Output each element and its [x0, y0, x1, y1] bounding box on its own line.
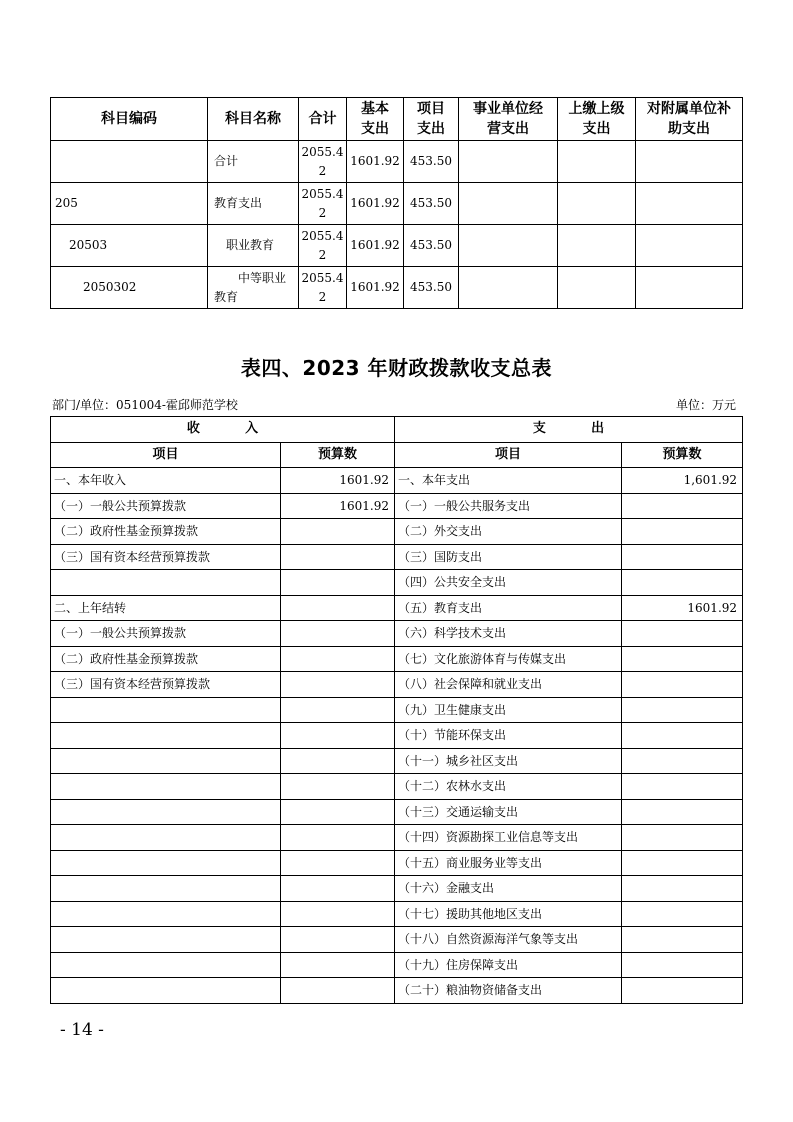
income-amount-cell	[281, 595, 395, 621]
income-item-cell: （二）政府性基金预算拨款	[51, 519, 281, 545]
table-row	[51, 621, 743, 647]
expense-amount-cell	[622, 799, 743, 825]
header-project	[404, 98, 459, 141]
expenditure-subject-table	[50, 97, 743, 309]
table-row	[51, 672, 743, 698]
expense-item-cell: 一、本年支出	[395, 468, 622, 494]
table-row	[51, 267, 743, 309]
table-row	[51, 183, 743, 225]
cell-total	[299, 267, 347, 309]
income-amount-cell	[281, 850, 395, 876]
table-row	[51, 774, 743, 800]
expense-item-cell: （十）节能环保支出	[395, 723, 622, 749]
income-amount-cell	[281, 774, 395, 800]
cell-total	[299, 141, 347, 183]
cell-code: 20503	[51, 225, 208, 267]
expense-item-cell: （九）卫生健康支出	[395, 697, 622, 723]
fiscal-summary-table	[50, 416, 743, 1004]
cell-basic	[347, 183, 404, 225]
expense-amount-cell	[622, 519, 743, 545]
expense-budget-header: 预算数	[622, 442, 743, 468]
income-item-cell: （三）国有资本经营预算拨款	[51, 672, 281, 698]
cell-subsidy	[636, 267, 743, 309]
header-upper	[558, 98, 636, 141]
header-subsidy-line1: 对附属单位补	[647, 101, 731, 117]
unit-label: 单位：万元	[675, 398, 736, 412]
cell-subsidy	[636, 183, 743, 225]
department-label: 部门/单位：051004-霍邱师范学校	[52, 398, 238, 412]
header-upper-line1: 上缴上级	[568, 101, 625, 117]
table-header-row	[51, 98, 743, 141]
expense-amount-cell	[622, 978, 743, 1004]
cell-project: 453.50	[404, 267, 459, 309]
income-amount-cell	[281, 799, 395, 825]
income-amount-cell	[281, 723, 395, 749]
cell-total-value: 2055.42	[301, 228, 344, 262]
expense-item-cell: （十七）援助其他地区支出	[395, 901, 622, 927]
header-project-line2: 支出	[417, 121, 445, 137]
cell-project: 453.50	[404, 225, 459, 267]
income-amount-cell	[281, 672, 395, 698]
expense-amount-cell: 1,601.92	[622, 468, 743, 494]
table-row	[51, 570, 743, 596]
expense-amount-cell	[622, 493, 743, 519]
expense-amount-cell	[622, 952, 743, 978]
expense-item-cell: （三）国防支出	[395, 544, 622, 570]
column-header-row	[51, 442, 743, 468]
table-row	[51, 519, 743, 545]
cell-basic	[347, 267, 404, 309]
income-amount-cell	[281, 697, 395, 723]
cell-code	[51, 141, 208, 183]
table-row	[51, 544, 743, 570]
income-amount-cell	[281, 748, 395, 774]
header-project-line1: 项目	[417, 101, 445, 117]
expense-amount-cell: 1601.92	[622, 595, 743, 621]
income-amount-cell	[281, 621, 395, 647]
expense-amount-cell	[622, 646, 743, 672]
table-row	[51, 876, 743, 902]
income-header: 收 入	[51, 417, 395, 443]
table-row	[51, 748, 743, 774]
table-row	[51, 646, 743, 672]
cell-total-value: 2055.42	[301, 270, 344, 304]
cell-code: 205	[51, 183, 208, 225]
cell-basic-value: 1601.92	[350, 280, 400, 294]
expense-item-cell: （六）科学技术支出	[395, 621, 622, 647]
income-item-cell	[51, 952, 281, 978]
income-item-cell: （二）政府性基金预算拨款	[51, 646, 281, 672]
table-row	[51, 141, 743, 183]
table-row	[51, 723, 743, 749]
cell-upper	[558, 267, 636, 309]
expense-amount-cell	[622, 697, 743, 723]
cell-project: 453.50	[404, 183, 459, 225]
income-amount-cell	[281, 978, 395, 1004]
expense-amount-cell	[622, 901, 743, 927]
cell-total-value: 2055.42	[301, 186, 344, 220]
expense-amount-cell	[622, 723, 743, 749]
income-amount-cell	[281, 876, 395, 902]
expense-amount-cell	[622, 774, 743, 800]
header-total: 合计	[299, 98, 347, 141]
cell-subsidy	[636, 141, 743, 183]
expense-item-cell: （二）外交支出	[395, 519, 622, 545]
cell-business	[459, 267, 558, 309]
page-number: - 14 -	[60, 1020, 104, 1040]
header-name: 科目名称	[208, 98, 299, 141]
income-amount-cell	[281, 646, 395, 672]
cell-upper	[558, 225, 636, 267]
table-row	[51, 493, 743, 519]
expense-item-cell: （四）公共安全支出	[395, 570, 622, 596]
income-amount-cell	[281, 927, 395, 953]
income-item-cell	[51, 901, 281, 927]
income-item-cell	[51, 850, 281, 876]
income-amount-cell: 1601.92	[281, 468, 395, 494]
income-item-cell	[51, 927, 281, 953]
cell-business	[459, 141, 558, 183]
income-item-cell	[51, 825, 281, 851]
header-basic	[347, 98, 404, 141]
expense-amount-cell	[622, 876, 743, 902]
cell-name: 合计	[208, 141, 299, 183]
income-amount-cell	[281, 519, 395, 545]
income-budget-header: 预算数	[281, 442, 395, 468]
header-business-line2: 营支出	[487, 121, 529, 137]
expense-item-cell: （十五）商业服务业等支出	[395, 850, 622, 876]
cell-code: 2050302	[51, 267, 208, 309]
table-row	[51, 901, 743, 927]
income-item-cell: （一）一般公共预算拨款	[51, 493, 281, 519]
cell-total-value: 2055.42	[301, 144, 344, 178]
header-subsidy	[636, 98, 743, 141]
expense-header: 支 出	[395, 417, 743, 443]
header-upper-line2: 支出	[582, 121, 611, 137]
expense-item-cell: （十二）农林水支出	[395, 774, 622, 800]
income-item-cell	[51, 748, 281, 774]
cell-upper	[558, 141, 636, 183]
cell-project: 453.50	[404, 141, 459, 183]
income-item-cell	[51, 697, 281, 723]
expense-amount-cell	[622, 672, 743, 698]
cell-basic-value: 1601.92	[350, 238, 400, 252]
expense-item-header: 项目	[395, 442, 622, 468]
income-item-cell	[51, 774, 281, 800]
table-title: 表四、2023 年财政拨款收支总表	[240, 356, 553, 380]
expense-amount-cell	[622, 850, 743, 876]
cell-name: 职业教育	[208, 225, 299, 267]
cell-total	[299, 183, 347, 225]
cell-upper	[558, 183, 636, 225]
cell-basic-value: 1601.92	[350, 196, 400, 210]
expense-item-cell: （十四）资源勘探工业信息等支出	[395, 825, 622, 851]
expense-item-cell: （一）一般公共服务支出	[395, 493, 622, 519]
table-row	[51, 225, 743, 267]
income-item-cell: 一、本年收入	[51, 468, 281, 494]
expense-item-cell: （十三）交通运输支出	[395, 799, 622, 825]
expense-item-cell: （八）社会保障和就业支出	[395, 672, 622, 698]
table-row	[51, 927, 743, 953]
expense-amount-cell	[622, 570, 743, 596]
table-row	[51, 595, 743, 621]
expense-item-cell: （十一）城乡社区支出	[395, 748, 622, 774]
cell-basic	[347, 141, 404, 183]
table-row	[51, 978, 743, 1004]
section-header-row	[51, 417, 743, 443]
income-item-cell: （三）国有资本经营预算拨款	[51, 544, 281, 570]
income-item-cell: （一）一般公共预算拨款	[51, 621, 281, 647]
cell-name-value: 中等职业教育	[214, 270, 287, 304]
header-basic-line1: 基本	[361, 101, 389, 117]
income-item-cell	[51, 978, 281, 1004]
income-amount-cell	[281, 825, 395, 851]
table-row	[51, 468, 743, 494]
table-row	[51, 825, 743, 851]
cell-name	[208, 267, 299, 309]
cell-subsidy	[636, 225, 743, 267]
expense-item-cell: （七）文化旅游体育与传媒支出	[395, 646, 622, 672]
table-row	[51, 799, 743, 825]
expense-amount-cell	[622, 544, 743, 570]
cell-basic-value: 1601.92	[350, 154, 400, 168]
cell-name: 教育支出	[208, 183, 299, 225]
header-code: 科目编码	[51, 98, 208, 141]
header-business-line1: 事业单位经	[473, 101, 543, 117]
income-item-cell	[51, 723, 281, 749]
expense-amount-cell	[622, 621, 743, 647]
income-amount-cell	[281, 952, 395, 978]
expense-item-cell: （十八）自然资源海洋气象等支出	[395, 927, 622, 953]
expense-amount-cell	[622, 748, 743, 774]
cell-basic	[347, 225, 404, 267]
header-basic-line2: 支出	[361, 121, 389, 137]
income-item-header: 项目	[51, 442, 281, 468]
cell-business	[459, 183, 558, 225]
expense-item-cell: （十六）金融支出	[395, 876, 622, 902]
income-amount-cell	[281, 570, 395, 596]
header-subsidy-line2: 助支出	[668, 121, 710, 137]
income-item-cell: 二、上年结转	[51, 595, 281, 621]
fiscal-summary-body	[51, 468, 743, 1004]
expense-amount-cell	[622, 825, 743, 851]
table-row	[51, 952, 743, 978]
cell-total	[299, 225, 347, 267]
income-item-cell	[51, 876, 281, 902]
income-item-cell	[51, 799, 281, 825]
table-row	[51, 697, 743, 723]
income-item-cell	[51, 570, 281, 596]
header-business	[459, 98, 558, 141]
income-amount-cell	[281, 901, 395, 927]
expense-amount-cell	[622, 927, 743, 953]
cell-business	[459, 225, 558, 267]
expense-item-cell: （二十）粮油物资储备支出	[395, 978, 622, 1004]
income-amount-cell	[281, 544, 395, 570]
expense-item-cell: （十九）住房保障支出	[395, 952, 622, 978]
income-amount-cell: 1601.92	[281, 493, 395, 519]
expense-item-cell: （五）教育支出	[395, 595, 622, 621]
table-row	[51, 850, 743, 876]
